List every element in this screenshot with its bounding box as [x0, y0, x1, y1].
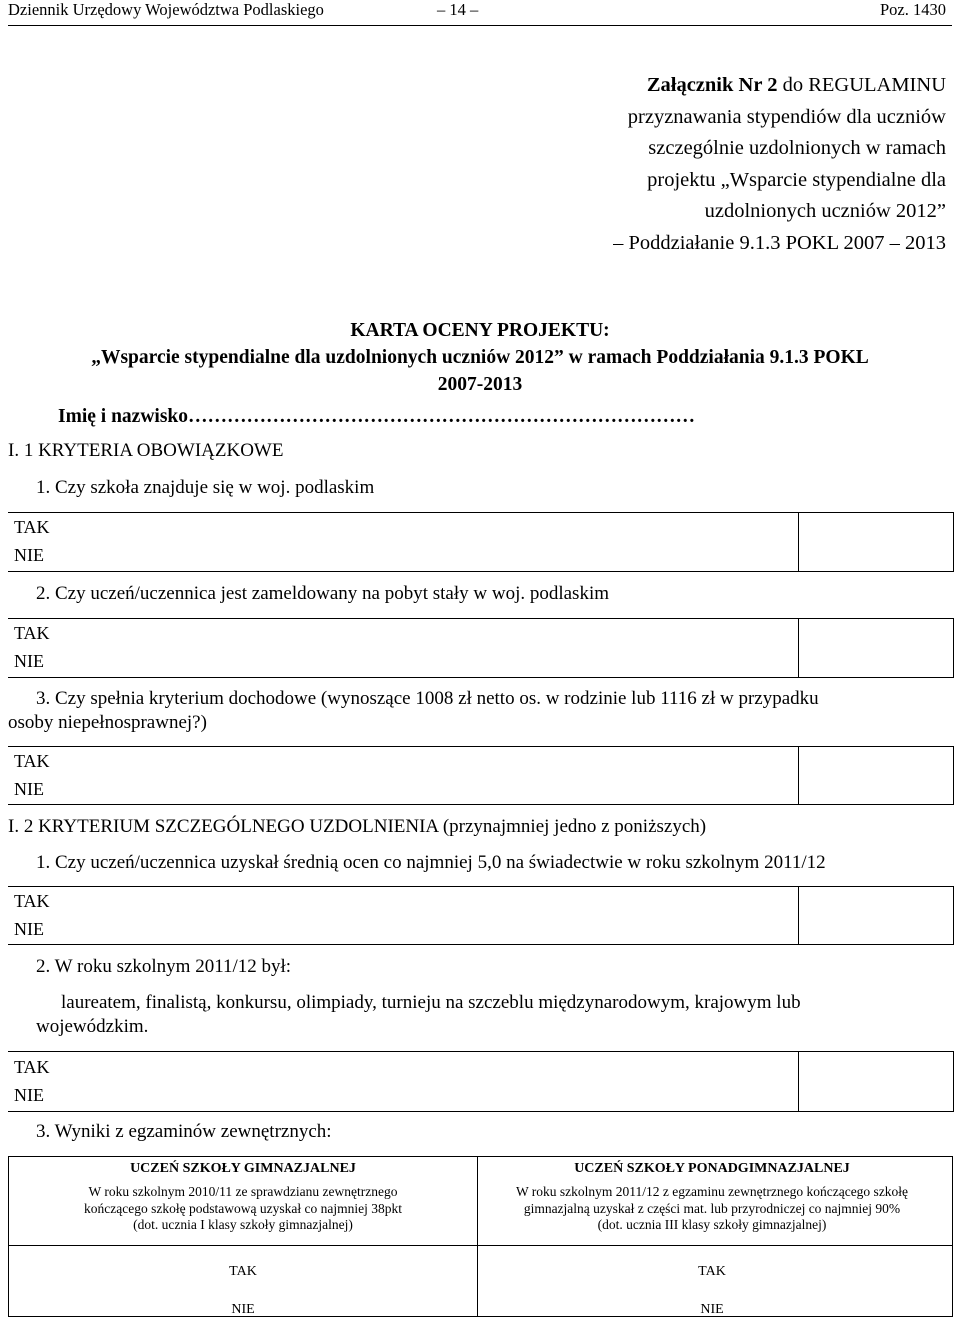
form-title-years: 2007-2013 [437, 374, 523, 395]
table-divider [9, 1245, 952, 1246]
answer-box-2-1 [8, 886, 954, 945]
gimnazjum-criterion-line3: (dot. ucznia I klasy szkoły gimnazjalnej) [133, 1217, 353, 1232]
page-number: – 14 – [437, 0, 479, 19]
answer-box-1-3 [8, 746, 954, 805]
section-1-heading: I. 1 KRYTERIA OBOWIĄZKOWE [8, 440, 284, 461]
form-title-project: „Wsparcie stypendialne dla uzdolnionych uczniów 2012” w ramach Poddziałania 9.1.3 POKL [91, 347, 869, 368]
answer-box-1-1 [8, 512, 954, 572]
annex-line2: przyznawania stypendiów dla uczniów [627, 105, 946, 128]
option-no[interactable]: NIE [14, 919, 44, 939]
gimnazjum-criterion [9, 1184, 477, 1234]
ponadgimnazjum-criterion-line2: gimnazjalną uzyskał z części mat. lub przyrodniczej co najmniej 90% [523, 1200, 901, 1216]
annex-line6: – Poddziałanie 9.1.3 POKL 2007 – 2013 [613, 231, 946, 254]
option-yes[interactable]: TAK [14, 751, 50, 771]
option-no[interactable]: NIE [14, 779, 44, 799]
ponadgimnazjum-criterion [478, 1184, 946, 1234]
answer-cell[interactable] [798, 619, 799, 677]
option-yes[interactable]: TAK [14, 891, 50, 911]
option-no[interactable]: NIE [14, 1085, 44, 1105]
option-no[interactable]: NIE [231, 1302, 255, 1317]
form-title: KARTA OCENY PROJEKTU: [350, 320, 610, 341]
annex-line1: do REGULAMINU [777, 74, 946, 96]
question-1-1: 1. Czy szkoła znajduje się w woj. podlaskim [36, 477, 375, 498]
answer-cell[interactable] [798, 513, 799, 571]
question-2-1: 1. Czy uczeń/uczennica uzyskał średnią ocen co najmniej 5,0 na świadectwie w roku szkolnym 2011/12 [36, 852, 826, 873]
option-yes[interactable]: TAK [229, 1264, 257, 1279]
question-1-2: 2. Czy uczeń/uczennica jest zameldowany na pobyt stały w woj. podlaskim [36, 583, 610, 604]
question-2-2-detail: laureatem, finalistą, konkursu, olimpiady, turnieju na szczeblu międzynarodowym, krajowym lub [61, 992, 801, 1013]
option-no[interactable]: NIE [700, 1302, 724, 1317]
ponadgimnazjum-heading: UCZEŃ SZKOŁY PONADGIMNAZJALNEJ [574, 1161, 850, 1176]
option-yes[interactable]: TAK [14, 517, 50, 537]
annex-label: Załącznik Nr 2 [646, 74, 778, 96]
annex-line3: szczególnie uzdolnionych w ramach [648, 137, 946, 159]
option-yes[interactable]: TAK [698, 1264, 726, 1279]
option-no[interactable]: NIE [14, 651, 44, 671]
section-2-heading: I. 2 KRYTERIUM SZCZEGÓLNEGO UZDOLNIENIA (przynajmniej jedno z poniższych) [8, 816, 707, 837]
position-number: Poz. 1430 [880, 0, 946, 19]
answer-cell[interactable] [798, 1052, 799, 1111]
question-1-3-cont: osoby niepełnosprawnej?) [8, 712, 207, 733]
gimnazjum-criterion-line2: kończącego szkołę podstawową uzyskał co najmniej 38pkt [84, 1200, 402, 1216]
name-field[interactable]: Imię i nazwisko…………………………………………………………………… [58, 406, 696, 427]
annex-line4: projektu „Wsparcie stypendialne dla [647, 168, 946, 191]
question-1-3: 3. Czy spełnia kryterium dochodowe (wynoszące 1008 zł netto os. w rodzinie lub 1116 zł w przypadku [36, 688, 819, 709]
question-2-2: 2. W roku szkolnym 2011/12 był: [36, 956, 292, 977]
answer-box-2-2 [8, 1051, 954, 1112]
answer-cell[interactable] [798, 887, 799, 944]
annex-line5: uzdolnionych uczniów 2012” [704, 200, 946, 222]
option-yes[interactable]: TAK [14, 623, 50, 643]
question-2-3: 3. Wyniki z egzaminów zewnętrznych: [36, 1121, 332, 1142]
gimnazjum-heading: UCZEŃ SZKOŁY GIMNAZJALNEJ [130, 1161, 356, 1176]
ponadgimnazjum-criterion-line1: W roku szkolnym 2011/12 z egzaminu zewnętrznego kończącego szkołę [515, 1184, 909, 1199]
annex-heading [613, 70, 946, 259]
exam-results-table [8, 1156, 953, 1317]
table-divider [477, 1157, 478, 1316]
answer-box-1-2 [8, 618, 954, 678]
option-yes[interactable]: TAK [14, 1057, 50, 1077]
ponadgimnazjum-criterion-line3: (dot. ucznia III klasy szkoły gimnazjalnej) [597, 1217, 827, 1232]
option-no[interactable]: NIE [14, 545, 44, 565]
answer-cell[interactable] [798, 747, 799, 804]
gimnazjum-criterion-line1: W roku szkolnym 2010/11 ze sprawdzianu zewnętrznego [88, 1184, 398, 1199]
header-divider [8, 25, 952, 26]
journal-title: Dziennik Urzędowy Województwa Podlaskiego [8, 0, 324, 19]
question-2-2-detail-cont: wojewódzkim. [36, 1016, 149, 1037]
